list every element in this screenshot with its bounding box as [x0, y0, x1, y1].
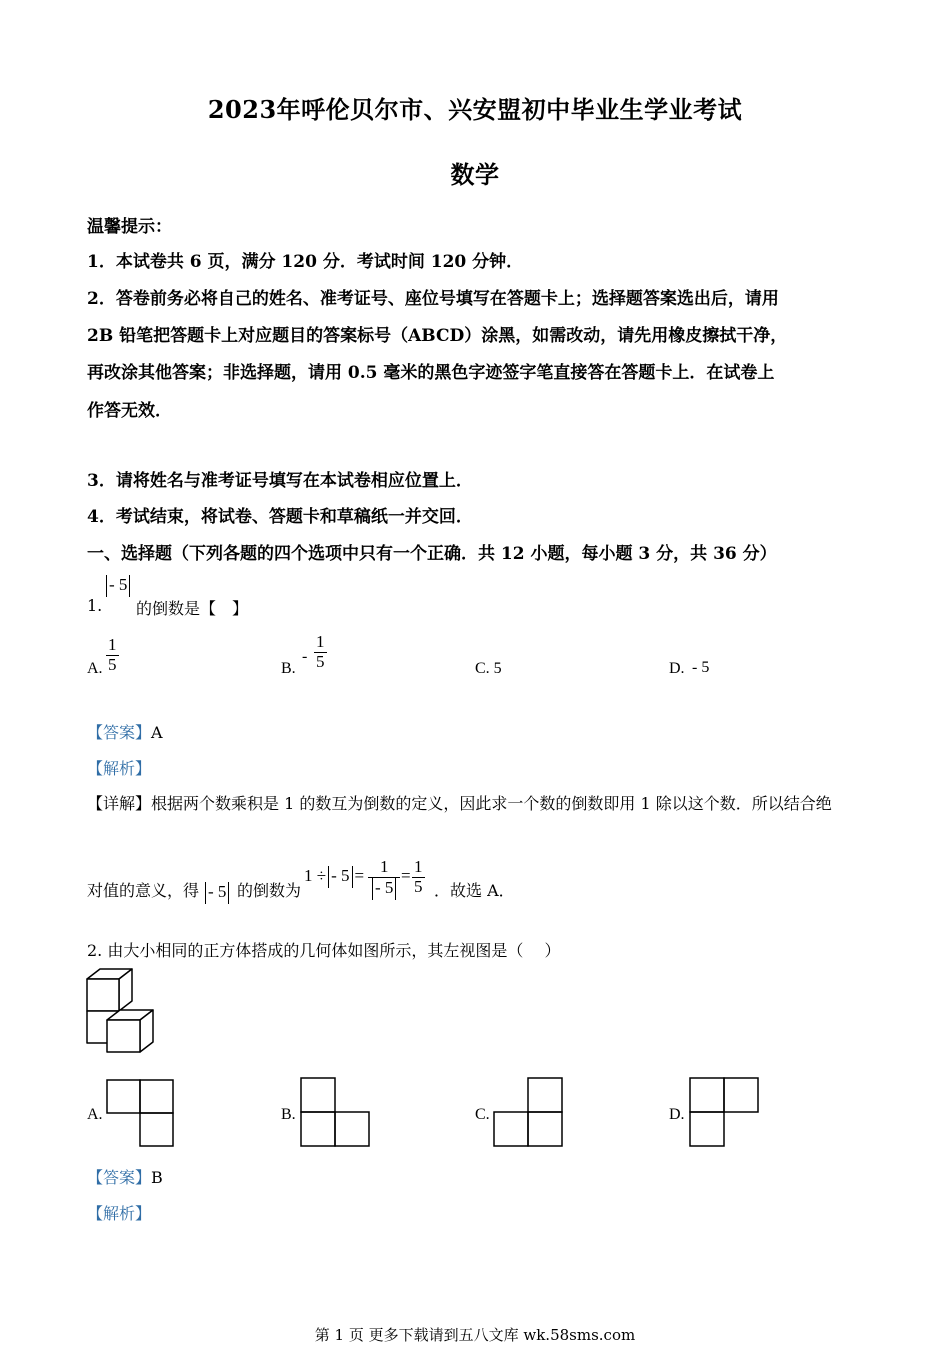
- q1-option-a-fraction: $\frac{1}{5}$: [108, 635, 117, 674]
- q2-option-b-label: B.: [281, 1106, 296, 1123]
- tip-item-2-line-2: 2B 铅笔把答题卡上对应题目的答案标号（ABCD）涂黑，如需改动，请先用橡皮擦拭干净，: [87, 326, 788, 346]
- q2-analysis-tag: 【解析】: [87, 1204, 152, 1223]
- section-1-heading: 一、选择题（下列各题的四个选项中只有一个正确．共 12 小题，每小题 3 分，共 36 分）: [87, 544, 777, 564]
- tip-item-2-line-3: 再改涂其他答案；非选择题，请用 0.5 毫米的黑色字迹签字笔直接答在答题卡上．在试卷上: [87, 363, 775, 383]
- q2-stem: 2. 由大小相同的正方体搭成的几何体如图所示，其左视图是（ ）: [87, 941, 561, 960]
- q1-option-d-label: D.: [669, 660, 685, 677]
- q1-option-b-label: B.: [281, 660, 296, 677]
- tip-item-1: 1．本试卷共 6 页，满分 120 分．考试时间 120 分钟．: [87, 252, 524, 272]
- q2-answer: 【答案】B: [87, 1168, 163, 1187]
- tip-item-2-line-4: 作答无效．: [87, 401, 172, 421]
- q2-solid-figure: [85, 967, 175, 1057]
- q2-option-d-label: D.: [669, 1106, 685, 1123]
- q1-option-d-value: - 5: [692, 659, 710, 676]
- q1-option-c: C. 5: [475, 660, 502, 677]
- q1-option-b-fraction: $\frac{1}{5}$: [316, 632, 325, 671]
- q1-detail-line-2-prefix: 对值的意义，得: [87, 881, 200, 900]
- q1-stem: 的倒数是【 】: [136, 599, 249, 618]
- q2-option-a-label: A.: [87, 1106, 103, 1123]
- q1-detail-suffix: ．故选 A．: [434, 881, 515, 900]
- q2-option-d-figure: [689, 1077, 761, 1149]
- tip-item-3: 3．请将姓名与准考证号填写在本试卷相应位置上．: [87, 471, 473, 491]
- tip-item-4: 4．考试结束，将试卷、答题卡和草稿纸一并交回．: [87, 507, 473, 527]
- q2-option-b-figure: [300, 1077, 372, 1149]
- exam-title: 2023年呼伦贝尔市、兴安盟初中毕业生学业考试: [207, 95, 743, 124]
- q1-analysis-tag: 【解析】: [87, 759, 152, 778]
- q1-detail-fraction-1: $\frac{1}{- 5}$: [368, 858, 400, 900]
- q1-detail-line-1: 【详解】根据两个数乘积是 1 的数互为倒数的定义，因此求一个数的倒数即用 1 除以这个数．所以结合绝: [87, 794, 832, 813]
- q2-option-c-label: C.: [475, 1106, 490, 1123]
- q1-detail-fraction-2: $\frac{1}{5}$: [414, 857, 423, 896]
- q1-number: 1.: [87, 596, 103, 615]
- q1-detail-mid: 的倒数为: [237, 881, 302, 900]
- q1-option-a-label: A.: [87, 660, 103, 677]
- q1-detail-calc: 1 ÷ - 5 =: [304, 866, 364, 888]
- tip-item-2-line-1: 2．答卷前务必将自己的姓名、准考证号、座位号填写在答题卡上；选择题答案选出后，请用: [87, 289, 779, 309]
- tips-heading: 温馨提示：: [87, 217, 172, 237]
- q2-option-a-figure: [106, 1079, 176, 1149]
- page-footer: 第 1 页 更多下载请到五八文库 wk.58sms.com: [314, 1326, 636, 1344]
- q1-answer: 【答案】A: [87, 723, 163, 742]
- q2-option-c-figure: [493, 1077, 565, 1149]
- q1-option-b-sign: -: [302, 648, 308, 665]
- q1-detail-eq-2: =: [401, 866, 411, 885]
- q1-detail-abs: - 5: [203, 882, 231, 904]
- subject-title: 数学: [450, 160, 500, 189]
- q1-abs-expression: - 5: [104, 575, 132, 597]
